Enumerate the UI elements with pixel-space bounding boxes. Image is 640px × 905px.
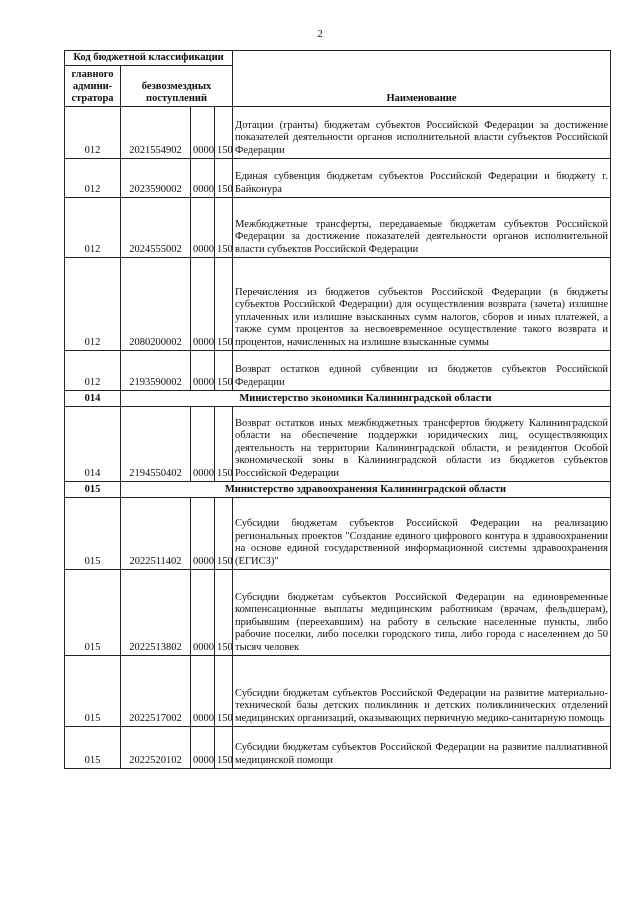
page-number: 2 <box>317 28 323 40</box>
receipt-code-cell: 2080200002 <box>121 258 191 351</box>
kind-code-cell: 150 <box>215 570 233 656</box>
name-cell: Возврат остатков единой субвенции из бюджетов субъектов Российской Федерации <box>233 351 611 391</box>
budget-classification-table <box>64 50 611 769</box>
receipt-code-cell: 2024555002 <box>121 198 191 258</box>
kind-code-cell: 150 <box>215 198 233 258</box>
name-cell: Единая субвенция бюджетам субъектов Российской Федерации и бюджету г. Байконура <box>233 159 611 198</box>
name-cell: Возврат остатков иных межбюджетных трансфертов бюджету Калининградской области на обеспечение поддержки юридических лиц, осуществляющих деятельность на территории Калининградской области, и резидентов Особой экономической зоны в Калининградской области из бюджетов субъектов Российской Федерации <box>233 407 611 482</box>
name-cell: Субсидии бюджетам субъектов Российской Федерации на развитие паллиативной медицинской помощи <box>233 727 611 769</box>
admin-code-cell: 014 <box>65 407 121 482</box>
kind-code-cell: 150 <box>215 498 233 570</box>
subtype-code-cell: 0000 <box>191 570 215 656</box>
table-row <box>65 198 611 258</box>
subtype-code-cell: 0000 <box>191 351 215 391</box>
admin-code-cell: 015 <box>65 570 121 656</box>
admin-code-cell: 015 <box>65 727 121 769</box>
table-row <box>65 107 611 159</box>
admin-code-cell: 015 <box>65 498 121 570</box>
admin-code-cell: 012 <box>65 107 121 159</box>
subtype-code-cell: 0000 <box>191 407 215 482</box>
ministry-row <box>65 482 611 498</box>
receipt-code-cell: 2193590002 <box>121 351 191 391</box>
admin-code-cell: 012 <box>65 258 121 351</box>
header-name: Наименование <box>233 51 611 107</box>
name-cell: Дотации (гранты) бюджетам субъектов Российской Федерации за достижение показателей деятельности органов исполнительной власти субъектов Российской Федерации <box>233 107 611 159</box>
name-cell: Субсидии бюджетам субъектов Российской Федерации на развитие материально-технической базы детских поликлиник и детских поликлинических отделений медицинских организаций, оказывающих первичную медико-санитарную помощь <box>233 656 611 727</box>
subtype-code-cell: 0000 <box>191 198 215 258</box>
receipt-code-cell: 2022517002 <box>121 656 191 727</box>
subtype-code-cell: 0000 <box>191 159 215 198</box>
table-row <box>65 498 611 570</box>
header-receipts: безвозмездных поступлений <box>121 66 233 107</box>
kind-code-cell: 150 <box>215 727 233 769</box>
subtype-code-cell: 0000 <box>191 727 215 769</box>
receipt-code-cell: 2022513802 <box>121 570 191 656</box>
table-row <box>65 258 611 351</box>
name-cell: Межбюджетные трансферты, передаваемые бюджетам субъектов Российской Федерации за достижение показателей деятельности органов исполнительной власти субъектов Российской Федерации <box>233 198 611 258</box>
subtype-code-cell: 0000 <box>191 498 215 570</box>
admin-code-cell: 012 <box>65 198 121 258</box>
receipt-code-cell: 2022511402 <box>121 498 191 570</box>
subtype-code-cell: 0000 <box>191 656 215 727</box>
subtype-code-cell: 0000 <box>191 107 215 159</box>
receipt-code-cell: 2023590002 <box>121 159 191 198</box>
name-cell: Субсидии бюджетам субъектов Российской Федерации на реализацию региональных проектов "Создание единого цифрового контура в здравоохранении на основе единой государственной информационной системы здравоохранения (ЕГИСЗ)" <box>233 498 611 570</box>
ministry-title: Министерство здравоохранения Калининградской области <box>121 482 611 498</box>
header-group-title: Код бюджетной классификации <box>65 51 233 66</box>
name-cell: Перечисления из бюджетов субъектов Российской Федерации (в бюджеты субъектов Российской Федерации) для осуществления возврата (зачета) излишне уплаченных или излишне взысканных сумм налогов, сборов и иных платежей, а также сумм процентов за несвоевременное осуществление такого возврата и процентов, начисленных на излишне взысканные суммы <box>233 258 611 351</box>
table-row <box>65 727 611 769</box>
ministry-admin-code: 015 <box>65 482 121 498</box>
table-row <box>65 656 611 727</box>
kind-code-cell: 150 <box>215 656 233 727</box>
ministry-title: Министерство экономики Калининградской области <box>121 391 611 407</box>
subtype-code-cell: 0000 <box>191 258 215 351</box>
receipt-code-cell: 2022520102 <box>121 727 191 769</box>
kind-code-cell: 150 <box>215 258 233 351</box>
kind-code-cell: 150 <box>215 407 233 482</box>
table-row <box>65 351 611 391</box>
name-cell: Субсидии бюджетам субъектов Российской Федерации на единовременные компенсационные выплаты медицинским работникам (врачам, фельдшерам), прибывшим (переехавшим) на работу в сельские населенные пункты, либо рабочие поселки, либо поселки городского типа, либо города с населением до 50 тысяч человек <box>233 570 611 656</box>
kind-code-cell: 150 <box>215 159 233 198</box>
header-admin: главного админи-стратора <box>65 66 121 107</box>
kind-code-cell: 150 <box>215 351 233 391</box>
table-row <box>65 570 611 656</box>
table-body <box>65 107 611 769</box>
table-header <box>65 51 611 107</box>
admin-code-cell: 012 <box>65 351 121 391</box>
ministry-admin-code: 014 <box>65 391 121 407</box>
table-row <box>65 407 611 482</box>
ministry-row <box>65 391 611 407</box>
receipt-code-cell: 2194550402 <box>121 407 191 482</box>
kind-code-cell: 150 <box>215 107 233 159</box>
receipt-code-cell: 2021554902 <box>121 107 191 159</box>
table-row <box>65 159 611 198</box>
admin-code-cell: 012 <box>65 159 121 198</box>
admin-code-cell: 015 <box>65 656 121 727</box>
